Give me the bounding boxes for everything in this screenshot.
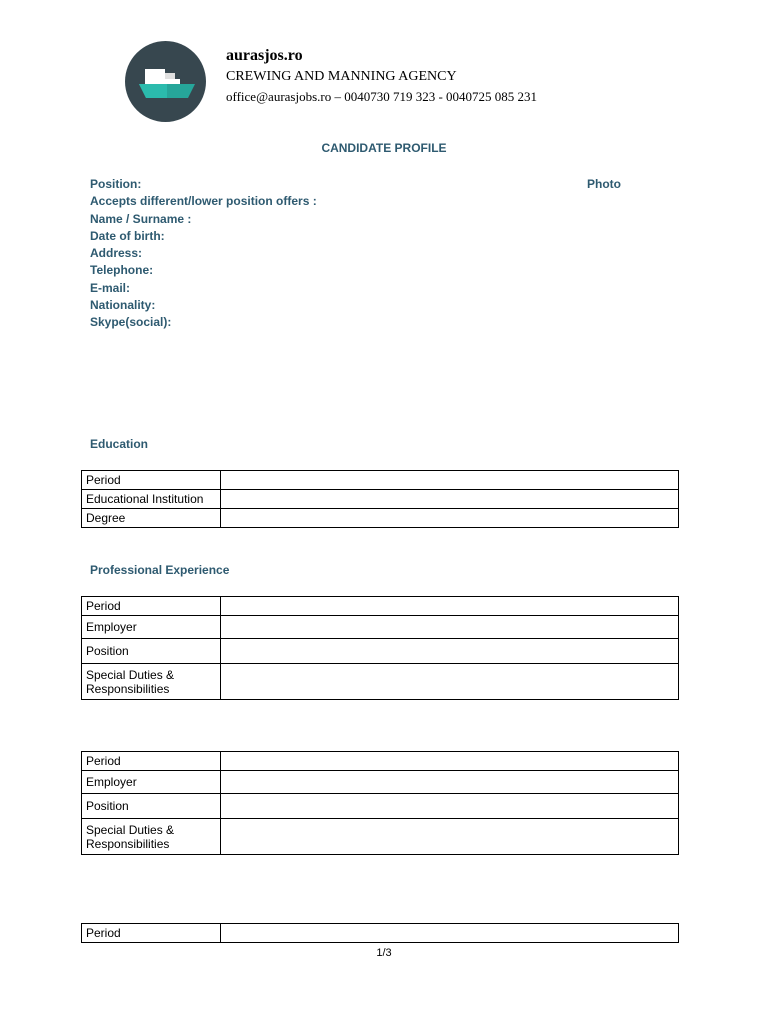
table-row: [82, 794, 679, 819]
field-skype[interactable]: Skype(social):: [90, 315, 172, 330]
education-table: [81, 470, 679, 528]
table-row: [82, 616, 679, 639]
period-input[interactable]: [221, 471, 679, 490]
position-input[interactable]: [221, 794, 679, 819]
position-input[interactable]: [221, 639, 679, 664]
table-row: [82, 509, 679, 528]
field-date-of-birth[interactable]: Date of birth:: [90, 228, 165, 243]
field-position[interactable]: Position:: [90, 177, 142, 191]
period-input[interactable]: [221, 597, 679, 616]
company-tagline: CREWING AND MANNING AGENCY: [226, 69, 457, 84]
field-email[interactable]: E-mail:: [90, 280, 131, 295]
row-label: Period: [82, 597, 221, 616]
table-row: [82, 471, 679, 490]
table-row: [82, 924, 679, 943]
row-label: Employer: [82, 771, 221, 794]
ship-icon: [125, 41, 206, 122]
company-contact: office@aurasjobs.ro – 0040730 719 323 - 0040725 085 231: [226, 89, 538, 104]
row-label: Position: [82, 639, 221, 664]
table-row: [82, 752, 679, 771]
employer-input[interactable]: [221, 771, 679, 794]
row-label: Period: [82, 471, 221, 490]
education-heading: Education: [90, 437, 149, 451]
experience-table-3: [81, 923, 679, 943]
field-nationality[interactable]: Nationality:: [90, 298, 156, 313]
company-name: aurasjos.ro: [226, 47, 303, 64]
row-label: Degree: [82, 509, 221, 528]
table-row: [82, 597, 679, 616]
duties-input[interactable]: [221, 664, 679, 700]
photo-label[interactable]: Photo: [587, 177, 621, 191]
table-row: [82, 664, 679, 700]
experience-table-1: [81, 596, 679, 700]
experience-heading: Professional Experience: [90, 563, 230, 577]
table-row: [82, 639, 679, 664]
degree-input[interactable]: [221, 509, 679, 528]
table-row: [82, 771, 679, 794]
row-label: Special Duties & Responsibilities: [82, 819, 221, 855]
table-row: [82, 490, 679, 509]
field-address[interactable]: Address:: [90, 246, 143, 261]
employer-input[interactable]: [221, 616, 679, 639]
field-telephone[interactable]: Telephone:: [90, 263, 154, 278]
field-accepts-other-offers[interactable]: Accepts different/lower position offers :: [90, 194, 317, 209]
row-label: Educational Institution: [82, 490, 221, 509]
profile-fields: [90, 176, 317, 332]
row-label: Special Duties & Responsibilities: [82, 664, 221, 700]
document-title: CANDIDATE PROFILE: [321, 141, 447, 155]
experience-table-2: [81, 751, 679, 855]
duties-input[interactable]: [221, 819, 679, 855]
table-row: [82, 819, 679, 855]
period-input[interactable]: [221, 924, 679, 943]
institution-input[interactable]: [221, 490, 679, 509]
field-name-surname[interactable]: Name / Surname :: [90, 211, 192, 226]
row-label: Position: [82, 794, 221, 819]
row-label: Period: [82, 752, 221, 771]
page-number: 1/3: [376, 947, 392, 959]
row-label: Period: [82, 924, 221, 943]
period-input[interactable]: [221, 752, 679, 771]
row-label: Employer: [82, 616, 221, 639]
